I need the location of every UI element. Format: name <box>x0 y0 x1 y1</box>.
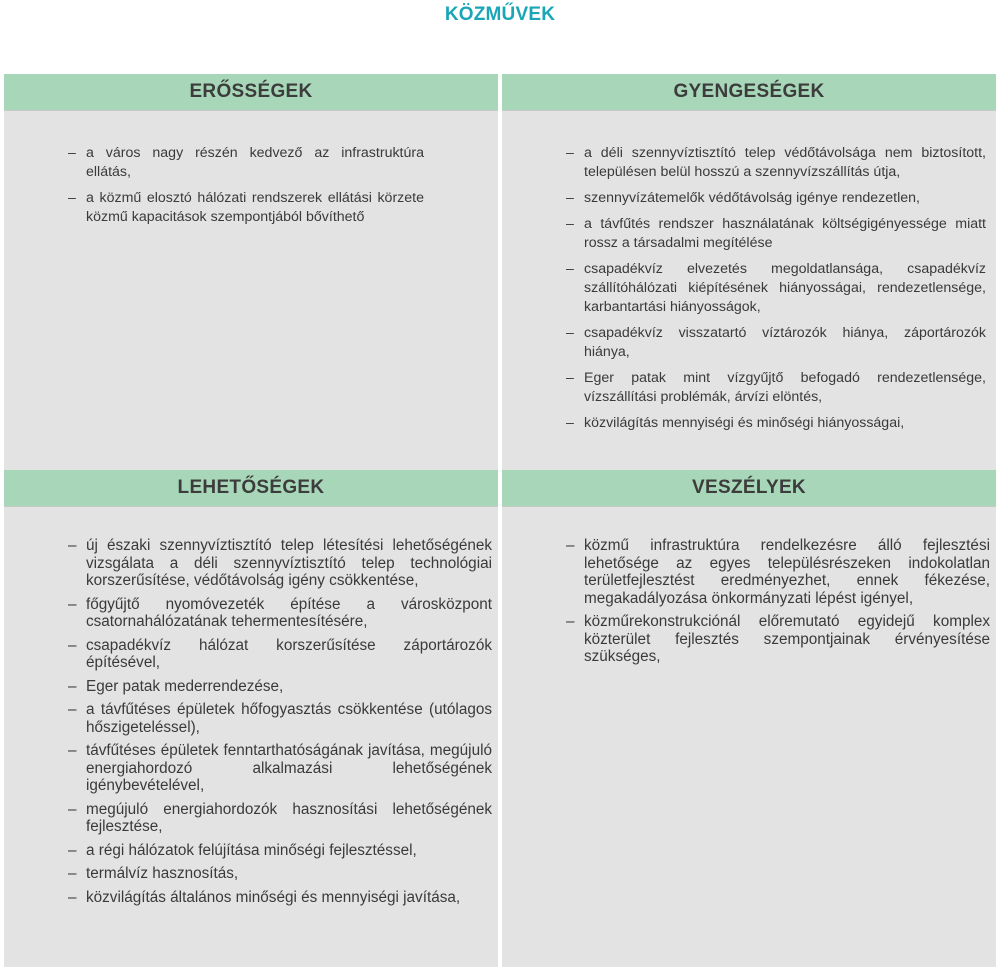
list-item-text: közműrekonstrukciónál előremutató egyidejű komplex közterület fejlesztés szempontjainak érvényesítése szükséges, <box>584 613 990 665</box>
threats-list <box>566 537 990 672</box>
bullet-dash: – <box>68 800 77 818</box>
list-item-text: a város nagy részén kedvező az infrastruktúra ellátás, <box>86 145 424 180</box>
list-item-text: közmű infrastruktúra rendelkezésre álló fejlesztési lehetősége az egyes településrészeken indokolatlan területfejlesztést eredményezhet, ennek fékezése, megakadályozása önkormányzati lépést igényel, <box>584 537 990 607</box>
list-item <box>68 596 492 631</box>
list-item <box>68 537 492 590</box>
list-item-text: a déli szennyvíztisztító telep védőtávolsága nem biztosított, településen belül hosszú a szennyvízszállítás útja, <box>584 145 986 180</box>
bullet-dash: – <box>68 595 77 613</box>
bullet-dash: – <box>566 325 574 341</box>
bullet-dash: – <box>566 613 575 630</box>
opportunities-cell <box>4 506 498 967</box>
list-item-text: főgyűjtő nyomóvezeték építése a városközpont csatornahálózatának tehermentesítésére, <box>86 595 492 630</box>
weaknesses-cell <box>502 110 996 470</box>
bullet-dash: – <box>566 537 575 554</box>
bullet-dash: – <box>68 145 76 161</box>
bullet-dash: – <box>566 261 574 277</box>
list-item-text: a távfűtés rendszer használatának költségigényessége miatt rossz a társadalmi megítélése <box>584 216 986 251</box>
swot-table <box>4 74 996 967</box>
list-item-text: megújuló energiahordozók hasznosítási lehetőségének fejlesztése, <box>86 800 492 835</box>
list-item <box>566 369 986 407</box>
list-item <box>68 189 424 227</box>
list-item-text: csapadékvíz visszatartó víztározók hiánya, záportározók hiánya, <box>584 325 986 360</box>
list-item-text: csapadékvíz elvezetés megoldatlansága, csapadékvíz szállítóhálózati kiépítésének hiányosságai, rendezetlensége, karbantartási hiányosságok, <box>584 261 986 315</box>
strengths-heading: ERŐSSÉGEK <box>4 74 498 110</box>
list-item-text: a közmű elosztó hálózati rendszerek ellátási körzete közmű kapacitások szempontjából bővíthető <box>86 190 424 225</box>
bullet-dash: – <box>68 636 77 654</box>
list-item <box>68 637 492 672</box>
list-item <box>68 144 424 182</box>
page-title: KÖZMŰVEK <box>444 4 556 25</box>
bullet-dash: – <box>566 190 574 206</box>
list-item <box>566 324 986 362</box>
list-item <box>68 678 492 696</box>
list-item-text: csapadékvíz hálózat korszerűsítése záportározók építésével, <box>86 636 492 671</box>
list-item <box>566 414 986 433</box>
list-item <box>68 742 492 795</box>
list-item-text: Eger patak mint vízgyűjtő befogadó rendezetlensége, vízszállítási problémák, árvízi elöntés, <box>584 370 986 405</box>
opportunities-list <box>68 537 492 912</box>
bullet-dash: – <box>566 145 574 161</box>
list-item-text: a régi hálózatok felújítása minőségi fejlesztéssel, <box>86 841 417 859</box>
bullet-dash: – <box>68 537 77 554</box>
list-item <box>566 215 986 253</box>
list-item <box>68 801 492 836</box>
bullet-dash: – <box>68 888 77 906</box>
list-item <box>68 865 492 883</box>
bullet-dash: – <box>68 865 77 882</box>
list-item-text: Eger patak mederrendezése, <box>86 677 284 695</box>
list-item-text: távfűtéses épületek fenntarthatóságának javítása, megújuló energiahordozó alkalmazási lehetőségének igénybevételével, <box>86 742 492 794</box>
list-item-text: a távfűtéses épületek hőfogyasztás csökkentése (utólagos hőszigeteléssel), <box>86 701 492 736</box>
list-item-text: új északi szennyvíztisztító telep létesítési lehetőségének vizsgálata a déli szennyvíztisztító telep technológiai korszerűsítése, védőtávolság igény csökkentése, <box>86 537 492 589</box>
weaknesses-list <box>566 144 986 440</box>
strengths-cell <box>4 110 498 470</box>
list-item <box>566 189 986 208</box>
list-item-text: termálvíz hasznosítás, <box>86 865 239 882</box>
list-item-text: szennyvízátemelők védőtávolság igénye rendezetlen, <box>584 190 920 206</box>
bullet-dash: – <box>68 742 77 759</box>
list-item <box>68 842 492 860</box>
list-item <box>68 889 492 907</box>
bullet-dash: – <box>68 190 76 206</box>
strengths-list <box>68 144 424 234</box>
list-item <box>566 260 986 317</box>
bullet-dash: – <box>566 216 574 232</box>
list-item <box>566 537 990 607</box>
list-item <box>566 613 990 666</box>
bullet-dash: – <box>68 701 77 718</box>
opportunities-heading: LEHETŐSÉGEK <box>4 470 498 506</box>
list-item <box>566 144 986 182</box>
bullet-dash: – <box>68 677 77 695</box>
list-item-text: közvilágítás mennyiségi és minőségi hiányosságai, <box>584 415 905 431</box>
list-item-text: közvilágítás általános minőségi és mennyiségi javítása, <box>86 888 461 906</box>
threats-cell <box>502 506 996 967</box>
threats-heading: VESZÉLYEK <box>502 470 996 506</box>
bullet-dash: – <box>566 415 574 431</box>
bullet-dash: – <box>566 370 574 386</box>
weaknesses-heading: GYENGESÉGEK <box>502 74 996 110</box>
bullet-dash: – <box>68 841 77 859</box>
list-item <box>68 701 492 736</box>
